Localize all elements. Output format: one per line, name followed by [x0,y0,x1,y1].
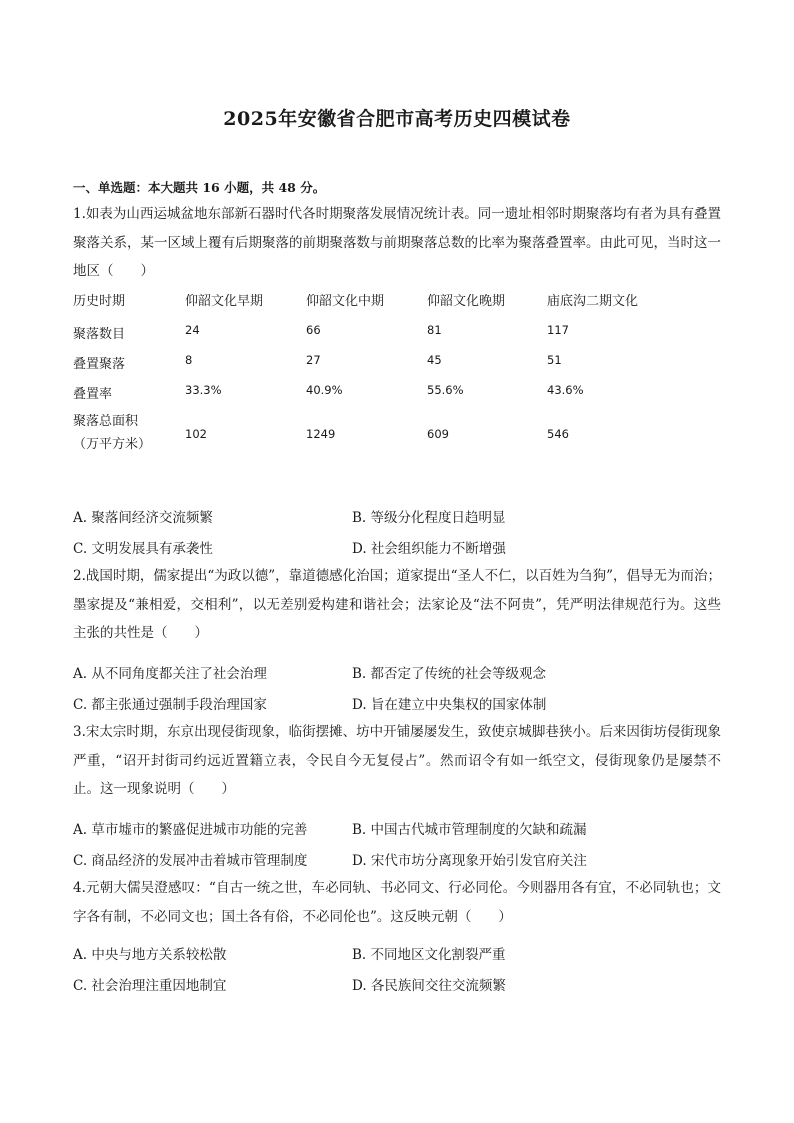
table-cell: 1249 [306,427,336,441]
question-1-stem: 1.如表为山西运城盆地东部新石器时代各时期聚落发展情况统计表。同一遗址相邻时期聚落均有者为具有叠置聚落关系，某一区域上覆有后期聚落的前期聚落数与前期聚落总数的比率为聚落叠置率。由此可见，当时这一地区（ ） [73,206,721,279]
option-d: D. 宋代市坊分离现象开始引发官府关注 [352,853,587,869]
question-3-stem: 3.宋太宗时期，东京出现侵街现象，临街摆摊、坊中开铺屡屡发生，致使京城脚巷狭小。后来因街坊侵街现象严重，“诏开封街司约远近置籍立表，令民自今无复侵占”。然而诏令有如一纸空文，侵街现象仍是屡禁不止。这一现象说明（ ） [73,724,721,797]
option-b: B. 中国古代城市管理制度的欠缺和疏漏 [352,822,587,838]
option-a: A. 聚落间经济交流频繁 [73,510,213,526]
table-header-cell: 庙底沟二期文化 [547,294,639,309]
page-title: 2025年安徽省合肥市高考历史四模试卷 [223,108,571,130]
table-cell: 55.6% [427,383,464,397]
table-cell: 聚落数目 [73,327,126,342]
option-b: B. 都否定了传统的社会等级观念 [352,666,547,682]
option-d: D. 社会组织能力不断增强 [352,541,506,557]
option-c: C. 文明发展具有承袭性 [73,541,213,557]
table-cell: 27 [306,353,321,367]
option-a: A. 草市墟市的繁盛促进城市功能的完善 [73,822,308,838]
table-cell-line: 聚落总面积 [73,414,139,429]
table-cell-line: （万平方米） [73,437,152,452]
table-header-cell: 历史时期 [73,294,126,309]
option-d: D. 旨在建立中央集权的国家体制 [352,697,547,713]
option-a: A. 中央与地方关系较松散 [73,947,227,963]
table-cell: 叠置率 [73,387,113,402]
section-heading: 一、单选题：本大题共 16 小题，共 48 分。 [73,180,326,195]
table-header-cell: 仰韶文化中期 [306,294,385,309]
option-b: B. 不同地区文化割裂严重 [352,947,506,963]
table-header-cell: 仰韶文化早期 [185,294,264,309]
table-cell: 40.9% [306,383,343,397]
option-c: C. 社会治理注重因地制宜 [73,978,227,994]
table-cell: 33.3% [185,383,222,397]
option-a: A. 从不同角度都关注了社会治理 [73,666,267,682]
question-4-stem: 4.元朝大儒吴澄感叹：“自古一统之世，车必同轨、书必同文、行必同伦。今则器用各有宜，不必同轨也；文字各有制，不必同文也；国土各有俗，不必同伦也”。这反映元朝（ ） [73,880,721,925]
table-cell: 546 [547,427,569,441]
table-cell: 609 [427,427,449,441]
table-cell: 102 [185,427,207,441]
table-cell: 45 [427,353,442,367]
table-cell: 8 [185,353,193,367]
table-cell: 117 [547,323,569,337]
table-header-cell: 仰韶文化晚期 [427,294,506,309]
table-cell: 24 [185,323,200,337]
table-cell: 43.6% [547,383,584,397]
option-c: C. 都主张通过强制手段治理国家 [73,697,267,713]
table-cell [73,410,151,456]
option-c: C. 商品经济的发展冲击着城市管理制度 [73,853,308,869]
option-b: B. 等级分化程度日趋明显 [352,510,506,526]
table-cell: 66 [306,323,321,337]
option-d: D. 各民族间交往交流频繁 [352,978,506,994]
question-2-stem: 2.战国时期，儒家提出“为政以德”，靠道德感化治国；道家提出“圣人不仁，以百姓为刍狗”，倡导无为而治；墨家提及“兼相爱，交相利”，以无差别爱构建和谐社会；法家论及“法不阿贵”，凭严明法律规范行为。这些主张的共性是（ ） [73,568,721,641]
table-cell: 81 [427,323,442,337]
table-cell: 51 [547,353,562,367]
table-cell: 叠置聚落 [73,357,126,372]
